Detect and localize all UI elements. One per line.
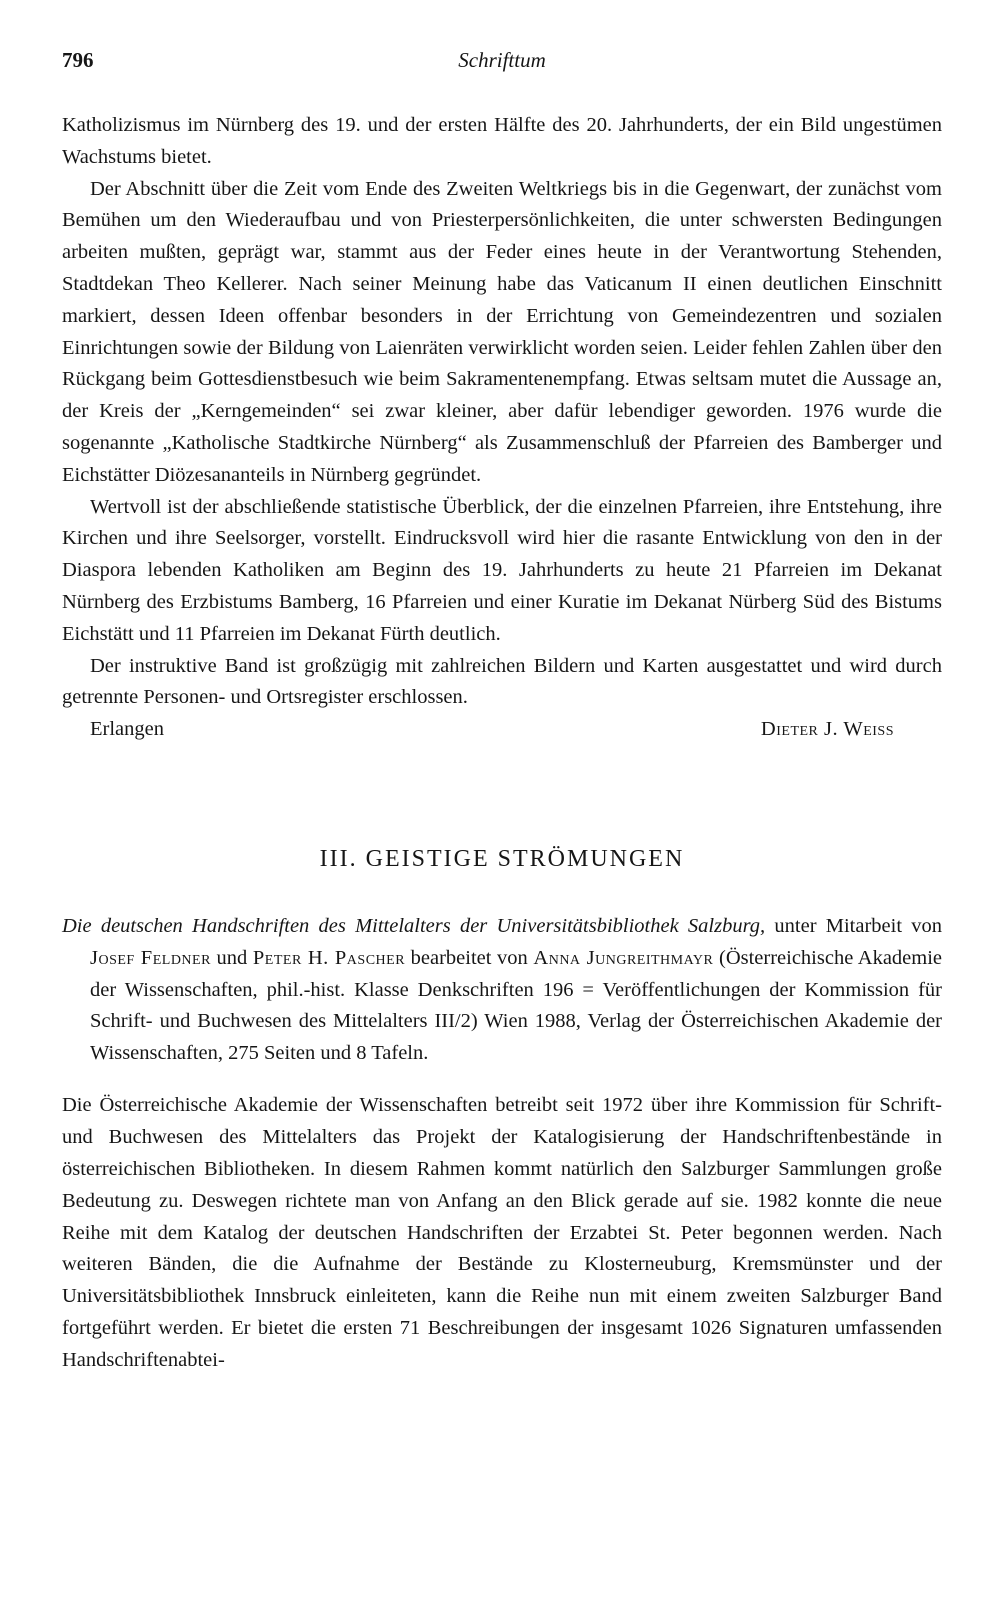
paragraph: Der instruktive Band ist großzügig mit zahlreichen Bildern und Karten ausgestattet und wird durch getrennte Personen- und Ortsregister erschlossen. <box>62 654 942 709</box>
bib-text: und <box>210 946 253 969</box>
bib-text: bearbeitet von <box>405 946 534 969</box>
running-head <box>62 40 942 76</box>
section-heading: III. GEISTIGE STRÖMUNGEN <box>319 845 685 872</box>
paragraph: Wertvoll ist der abschließende statistische Überblick, der die einzelnen Pfarreien, ihre Entstehung, ihre Kirchen und ihre Seelsorger, vorstellt. Eindrucksvoll wird hier die rasante Entwicklung von den in der Diaspora lebenden Katholiken am Beginn des 19. Jahrhunderts zu heute 21 Pfarreien im Dekanat Nürnberg des Erzbistums Bamberg, 16 Pfarreien und einer Kuratie im Dekanat Nürberg Süd des Bistums Eichstätt und 11 Pfarreien im Dekanat Fürth deutlich. <box>62 495 942 645</box>
editor-name: Anna Jungreithmayr <box>533 946 714 969</box>
reviewer-name: Dieter J. Weiss <box>760 718 894 741</box>
document-page <box>62 40 942 1600</box>
paragraph: Katholizismus im Nürnberg des 19. und der ersten Hälfte des 20. Jahrhunderts, der ein Bild ungestümen Wachstums bietet. <box>62 114 942 168</box>
bib-details: (Österreichische Akademie der Wissenschaften, phil.-hist. Klasse Denkschriften 196 = Veröffentlichungen der Kommission für Schrift- und Buchwesen des Mittelalters III/2) Wien 1988, Verlag der Österreichischen Akademie der Wissenschaften, 275 Seiten und 8 Tafeln. <box>90 946 943 1065</box>
bibliographic-entry <box>62 911 942 1070</box>
reviewer-place: Erlangen <box>90 718 164 741</box>
contributor-name: Peter H. Pascher <box>252 946 406 969</box>
book-title: Die deutschen Handschriften des Mittelalters der Universitätsbibliothek Salzburg, <box>62 914 766 937</box>
review-continuation <box>62 110 942 714</box>
paragraph: Der Abschnitt über die Zeit vom Ende des Zweiten Weltkriegs bis in die Gegenwart, der zunächst vom Bemühen um den Wiederaufbau und von Priesterpersönlichkeiten, die unter schwersten Bedingungen arbeiten mußten, geprägt war, stammt aus der Feder eines heute in der Verantwortung Stehenden, Stadtdekan Theo Kellerer. Nach seiner Meinung habe das Vaticanum II einen deutlichen Einschnitt markiert, dessen Ideen offenbar besonders in der Errichtung von Gemeindezentren und sozialen Einrichtungen sowie der Bildung von Laienräten verwirklicht worden seien. Leider fehlen Zahlen über den Rückgang beim Gottesdienstbesuch wie beim Sakramentenempfang. Etwas seltsam mutet die Aussage an, der Kreis der „Kerngemeinden“ sei zwar kleiner, aber dafür lebendiger geworden. 1976 wurde die sogenannte „Katholische Stadtkirche Nürnberg“ als Zusammenschluß der Pfarreien des Bamberger und Eichstätter Diözesananteils in Nürnberg gegründet. <box>62 177 942 486</box>
review-signature <box>62 714 942 746</box>
page-number: 796 <box>62 48 94 72</box>
bib-text: unter Mitarbeit von <box>765 914 943 937</box>
running-title: Schrifttum <box>458 48 546 72</box>
review-body: Die Österreichische Akademie der Wissenschaften betreibt seit 1972 über ihre Kommission für Schrift- und Buchwesen des Mittelalters das Projekt der Katalogisierung der Handschriftenbestände in österreichischen Bibliotheken. In diesem Rahmen kommt natürlich den Salzburger Sammlungen große Bedeutung zu. Deswegen richtete man von Anfang an den Blick gerade auf sie. 1982 konnte die neue Reihe mit dem Katalog der deutschen Handschriften der Erzabtei St. Peter begonnen werden. Nach weiteren Bänden, die die Aufnahme der Bestände zu Klosterneuburg, Kremsmünster und der Universitätsbibliothek Innsbruck einleiteten, kann die Reihe nun mit einem zweiten Salzburger Band fortgeführt werden. Er bietet die ersten 71 Beschreibungen der insgesamt 1026 Signaturen umfassenden Handschriftenabtei- <box>62 1094 942 1371</box>
contributor-name: Josef Feldner <box>90 946 211 969</box>
